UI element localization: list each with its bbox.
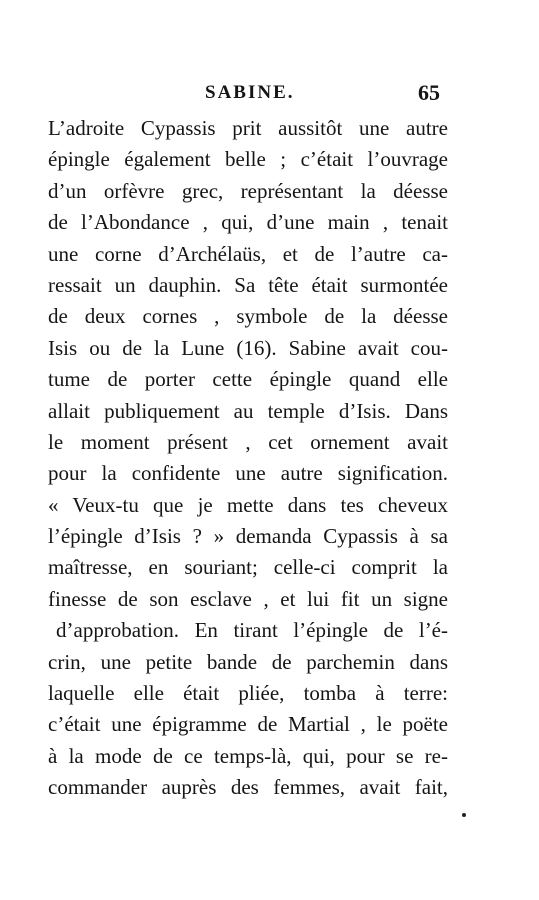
text-line: le moment présent , cet ornement avait (48, 429, 448, 454)
text-line: Isis ou de la Lune (16). Sabine avait cou- (48, 335, 448, 360)
text-line: « Veux-tu que je mette dans tes cheveux (48, 492, 448, 517)
text-line: L’adroite Cypassis prit aussitôt une autre (48, 116, 448, 140)
text-line: d’un orfèvre grec, représentant la déesse (48, 178, 448, 203)
text-line: d’approbation. En tirant l’épingle de l’é- (56, 618, 448, 643)
text-line: de l’Abondance , qui, d’une main , tenait (48, 210, 448, 235)
text-line: laquelle elle était pliée, tomba à terre: (48, 681, 448, 706)
text-line: épingle également belle ; c’était l’ouvrage (48, 147, 448, 172)
text-line: pour la confidente une autre signification. (48, 461, 448, 486)
text-line: allait publiquement au temple d’Isis. Dans (48, 398, 448, 423)
text-line: de deux cornes , symbole de la déesse (48, 304, 448, 329)
body-text (48, 113, 448, 804)
text-line: tume de porter cette épingle quand elle (48, 367, 448, 392)
text-line: à la mode de ce temps-là, qui, pour se re- (48, 743, 448, 768)
text-line: une corne d’Archélaüs, et de l’autre ca- (48, 241, 448, 266)
running-head (0, 82, 539, 112)
ink-speck (462, 813, 466, 817)
page-number: 65 (418, 80, 440, 105)
text-line: c’était une épigramme de Martial , le poëte (48, 712, 448, 737)
text-line: ressait un dauphin. Sa tête était surmontée (48, 272, 448, 297)
text-line: l’épingle d’Isis ? » demanda Cypassis à sa (48, 524, 448, 549)
text-line: finesse de son esclave , et lui fit un signe (48, 586, 448, 611)
text-line: commander auprès des femmes, avait fait, (48, 775, 448, 800)
running-title: SABINE. (205, 82, 295, 103)
text-line: maîtresse, en souriant; celle-ci comprit la (48, 555, 448, 580)
text-line: crin, une petite bande de parchemin dans (48, 649, 448, 674)
